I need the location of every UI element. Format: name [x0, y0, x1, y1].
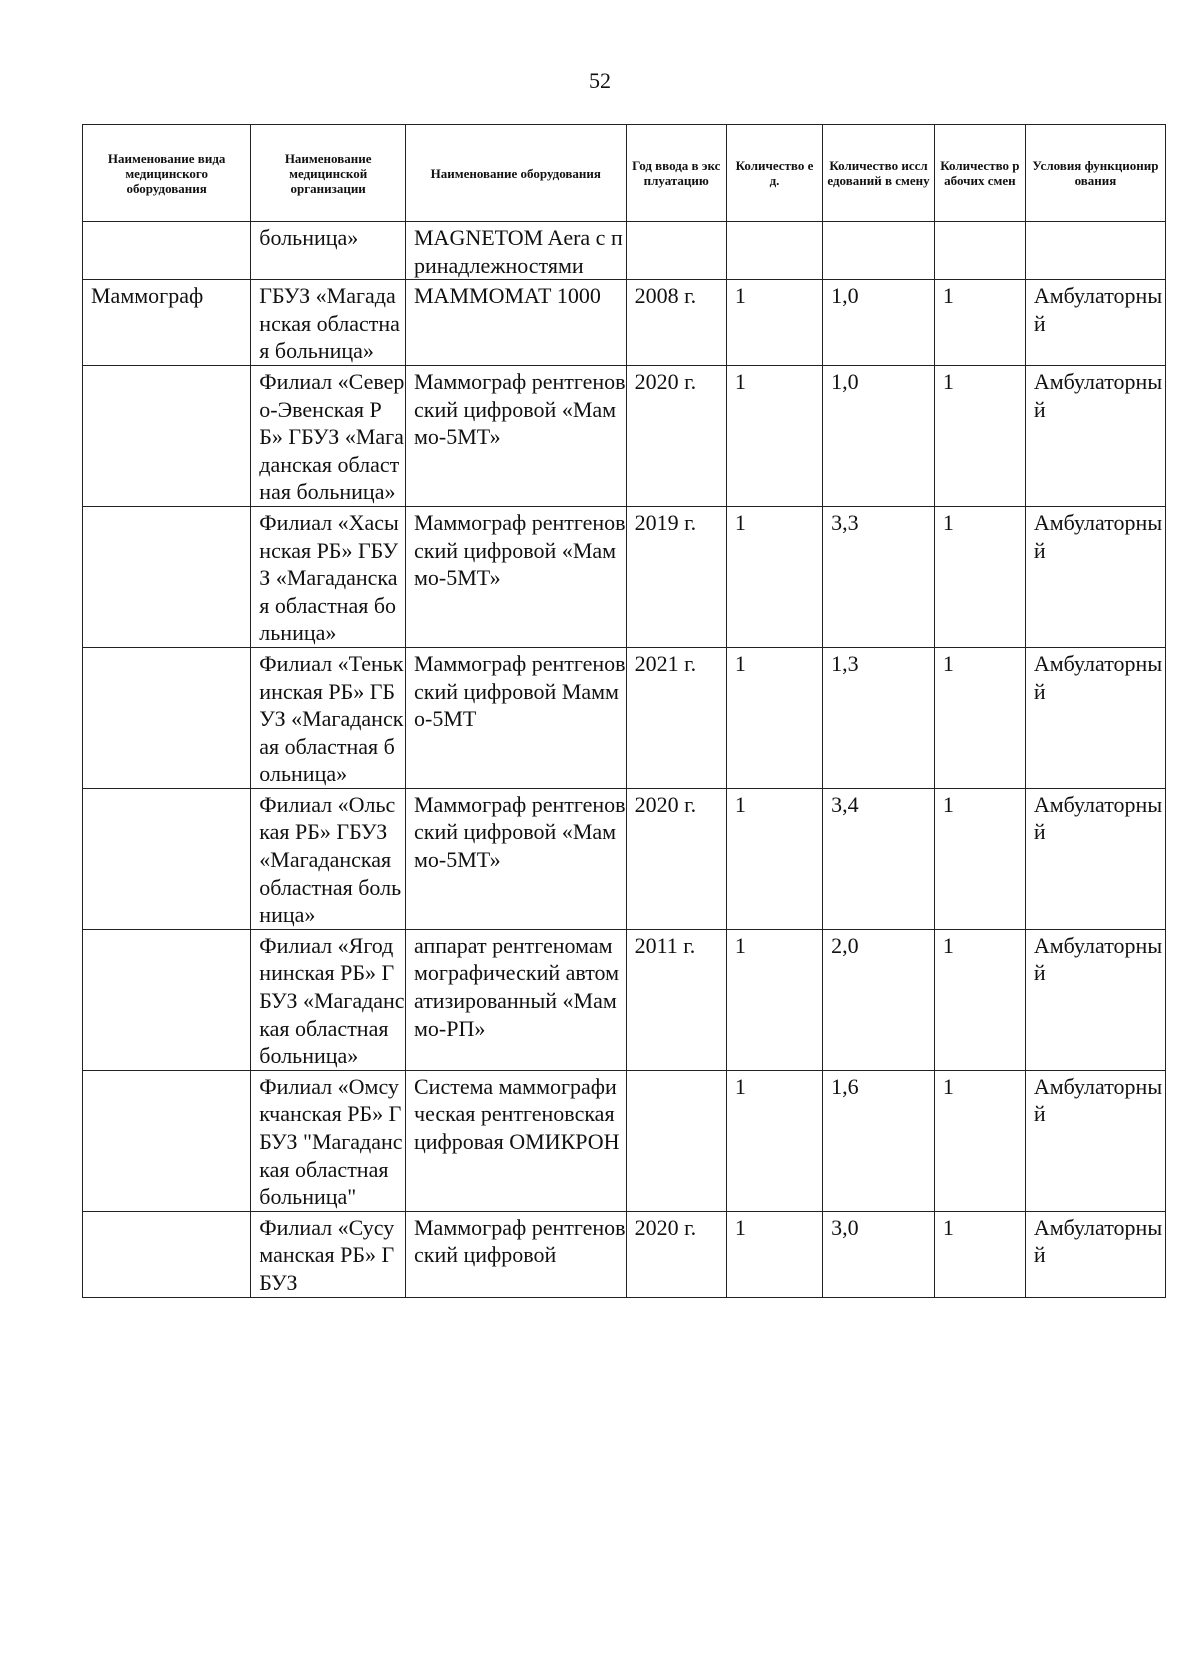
cell-shifts: 1: [934, 1211, 1025, 1297]
cell-units: 1: [726, 365, 822, 506]
cell-studies: 1,0: [823, 280, 935, 366]
header-year: Год ввода в эксплуатацию: [626, 125, 726, 222]
table-row: [83, 365, 1166, 506]
cell-type: Маммограф: [83, 280, 251, 366]
cell-year: 2020 г.: [626, 788, 726, 929]
cell-units: 1: [726, 1070, 822, 1211]
cell-year: 2020 г.: [626, 365, 726, 506]
cell-type: [83, 788, 251, 929]
header-row: [83, 125, 1166, 222]
cell-org: ГБУЗ «Магаданская областная больница»: [251, 280, 406, 366]
header-org: Наименование медицинской организации: [251, 125, 406, 222]
cell-studies: 1,6: [823, 1070, 935, 1211]
equipment-table: [82, 124, 1166, 1298]
cell-equipment: Маммограф рентгеновский цифровой: [406, 1211, 627, 1297]
cell-conditions: Амбулаторный: [1025, 506, 1165, 647]
cell-shifts: [934, 222, 1025, 280]
cell-type: [83, 506, 251, 647]
cell-conditions: [1025, 222, 1165, 280]
cell-studies: [823, 222, 935, 280]
cell-org: Филиал «Сусуманская РБ» ГБУЗ: [251, 1211, 406, 1297]
cell-studies: 1,0: [823, 365, 935, 506]
cell-equipment: Маммограф рентгеновский цифровой «Маммо-5МТ»: [406, 788, 627, 929]
header-units: Количество ед.: [726, 125, 822, 222]
cell-conditions: Амбулаторный: [1025, 647, 1165, 788]
cell-shifts: 1: [934, 506, 1025, 647]
cell-studies: 2,0: [823, 929, 935, 1070]
cell-equipment: Маммограф рентгеновский цифровой «Маммо-5МТ»: [406, 365, 627, 506]
cell-year: 2011 г.: [626, 929, 726, 1070]
cell-conditions: Амбулаторный: [1025, 365, 1165, 506]
cell-year: 2019 г.: [626, 506, 726, 647]
page-number: 52: [589, 68, 611, 93]
cell-units: 1: [726, 280, 822, 366]
cell-equipment: Маммограф рентгеновский цифровой Маммо-5МТ: [406, 647, 627, 788]
cell-units: 1: [726, 647, 822, 788]
header-conditions: Условия функционирования: [1025, 125, 1165, 222]
table-row: [83, 1211, 1166, 1297]
cell-conditions: Амбулаторный: [1025, 929, 1165, 1070]
cell-equipment: Система маммографическая рентгеновская цифровая ОМИКРОН: [406, 1070, 627, 1211]
cell-shifts: 1: [934, 929, 1025, 1070]
cell-conditions: Амбулаторный: [1025, 1211, 1165, 1297]
cell-type: [83, 647, 251, 788]
cell-org: Филиал «Тенькинская РБ» ГБУЗ «Магаданская областная больница»: [251, 647, 406, 788]
cell-units: 1: [726, 788, 822, 929]
cell-studies: 1,3: [823, 647, 935, 788]
cell-units: 1: [726, 1211, 822, 1297]
cell-shifts: 1: [934, 788, 1025, 929]
header-studies: Количество исследований в смену: [823, 125, 935, 222]
cell-shifts: 1: [934, 1070, 1025, 1211]
cell-studies: 3,0: [823, 1211, 935, 1297]
cell-org: Филиал «Ольская РБ» ГБУЗ «Магаданская областная больница»: [251, 788, 406, 929]
cell-year: [626, 1070, 726, 1211]
cell-studies: 3,4: [823, 788, 935, 929]
cell-units: 1: [726, 506, 822, 647]
cell-studies: 3,3: [823, 506, 935, 647]
cell-type: [83, 1070, 251, 1211]
cell-equipment: МАММОМАТ 1000: [406, 280, 627, 366]
header-shifts: Количество рабочих смен: [934, 125, 1025, 222]
cell-org: больница»: [251, 222, 406, 280]
cell-units: 1: [726, 929, 822, 1070]
table-row: [83, 788, 1166, 929]
table-row: [83, 647, 1166, 788]
cell-type: [83, 222, 251, 280]
cell-equipment: аппарат рентгеномаммографический автоматизированный «Маммо-РП»: [406, 929, 627, 1070]
cell-shifts: 1: [934, 280, 1025, 366]
cell-conditions: Амбулаторный: [1025, 1070, 1165, 1211]
cell-year: 2020 г.: [626, 1211, 726, 1297]
cell-org: Филиал «Северо-Эвенская РБ» ГБУЗ «Магаданская областная больница»: [251, 365, 406, 506]
cell-conditions: Амбулаторный: [1025, 280, 1165, 366]
cell-year: 2008 г.: [626, 280, 726, 366]
cell-type: [83, 365, 251, 506]
cell-year: 2021 г.: [626, 647, 726, 788]
cell-org: Филиал «Хасынская РБ» ГБУЗ «Магаданская областная больница»: [251, 506, 406, 647]
cell-org: Филиал «Омсукчанская РБ» ГБУЗ "Магаданская областная больница": [251, 1070, 406, 1211]
cell-org: Филиал «Ягоднинская РБ» ГБУЗ «Магаданская областная больница»: [251, 929, 406, 1070]
cell-shifts: 1: [934, 647, 1025, 788]
cell-equipment: MAGNETOM Aera с принадлежностями: [406, 222, 627, 280]
cell-conditions: Амбулаторный: [1025, 788, 1165, 929]
header-type: Наименование вида медицинского оборудования: [83, 125, 251, 222]
table-row: [83, 222, 1166, 280]
cell-type: [83, 1211, 251, 1297]
table-row: [83, 280, 1166, 366]
table-row: [83, 506, 1166, 647]
cell-shifts: 1: [934, 365, 1025, 506]
table-row: [83, 1070, 1166, 1211]
cell-units: [726, 222, 822, 280]
table-row: [83, 929, 1166, 1070]
header-equipment: Наименование оборудования: [406, 125, 627, 222]
cell-year: [626, 222, 726, 280]
cell-type: [83, 929, 251, 1070]
cell-equipment: Маммограф рентгеновский цифровой «Маммо-5МТ»: [406, 506, 627, 647]
